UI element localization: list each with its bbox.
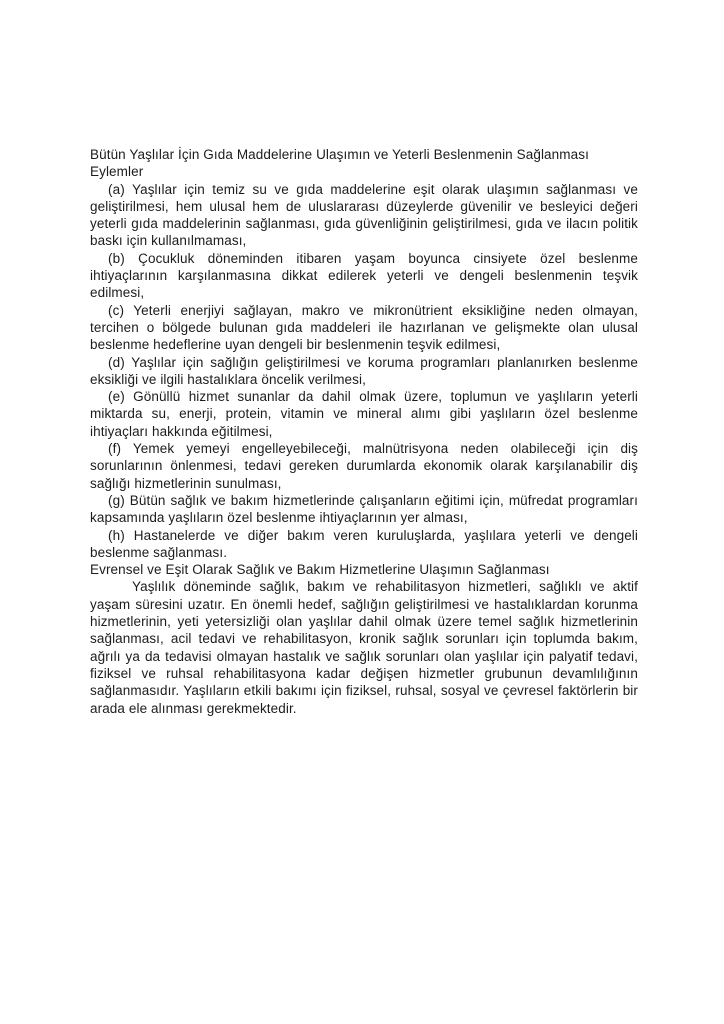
action-item-f: (f) Yemek yemeyi engelleyebileceği, malnütrisyona neden olabileceği için diş sorunlarının önlenmesi, tedavi gereken durumlarda ekonomik olarak karşılanabilir diş sağlığı hizmetlerinin sunulması, <box>90 441 638 491</box>
action-item-c: (c) Yeterli enerjiyi sağlayan, makro ve mikronütrient eksikliğine neden olmayan, tercihen o bölgede bulunan gıda maddeleri ile hazırlanan ve gelişmekte olan ulusal beslenme hedeflerine uyan dengeli bir beslenmenin teşvik edilmesi, <box>90 302 638 353</box>
action-item-g: (g) Bütün sağlık ve bakım hizmetlerinde çalışanların eğitimi için, müfredat programları kapsamında yaşlıların özel beslenme ihtiyaçlarının yer alması, <box>90 492 638 526</box>
closing-paragraph: Yaşlılık döneminde sağlık, bakım ve rehabilitasyon hizmetleri, sağlıklı ve aktif yaşam süresini uzatır. En önemli hedef, sağlığın geliştirilmesi ve hastalıklardan korunma hizmetlerinin, yeti yetersizliği olan yaşlılar dahil olmak üzere temel sağlık hizmetlerinin sağlanması, acil tedavi ve rehabilitasyon, kronik sağlık sorunları için toplumda bakım, ağrılı ya da tedavisi olmayan hastalık ve sağlık sorunları olan yaşlılar için palyatif tedavi, fiziksel ve ruhsal rehabilitasyona kadar değişen hizmetler grubunun devamlılığının sağlanmasıdır. Yaşlıların etkili bakımı için fiziksel, ruhsal, sosyal ve çevresel faktörlerin bir arada ele alınması gerekmektedir. <box>90 579 638 716</box>
universal-access-heading: Evrensel ve Eşit Olarak Sağlık ve Bakım Hizmetlerine Ulaşımın Sağlanması <box>90 562 550 578</box>
action-item-e: (e) Gönüllü hizmet sunanlar da dahil olmak üzere, toplumun ve yaşlıların yeterli miktarda su, enerji, protein, vitamin ve mineral alımı gibi yaşlıların özel beslenme ihtiyaçları hakkında eğitilmesi, <box>90 389 638 439</box>
document-title: Bütün Yaşlılar İçin Gıda Maddelerine Ulaşımın ve Yeterli Beslenmenin Sağlanması <box>90 147 589 162</box>
action-item-d: (d) Yaşlılar için sağlığın geliştirilmesi ve koruma programları planlanırken beslenme eksikliği ve ilgili hastalıklara öncelik verilmesi, <box>90 354 638 387</box>
action-item-a: (a) Yaşlılar için temiz su ve gıda maddelerine eşit olarak ulaşımın sağlanması ve geliştirilmesi, hem ulusal hem de uluslararası düzeylerde güvenilir ve besleyici değeri yeterli gıda maddelerinin sağlanması, gıda güvenliğinin geliştirilmesi, gıda ve ilacın politik baskı için kullanılmaması, <box>90 181 638 249</box>
document-content <box>90 146 638 717</box>
action-item-h: (h) Hastanelerde ve diğer bakım veren kuruluşlarda, yaşlılara yeterli ve dengeli beslenme sağlanması. <box>90 527 638 560</box>
actions-heading: Eylemler <box>90 164 144 180</box>
action-item-b: (b) Çocukluk döneminden itibaren yaşam boyunca cinsiyete özel beslenme ihtiyaçlarının karşılanmasına dikkat edilerek yeterli ve dengeli beslenmenin teşvik edilmesi, <box>90 250 638 301</box>
